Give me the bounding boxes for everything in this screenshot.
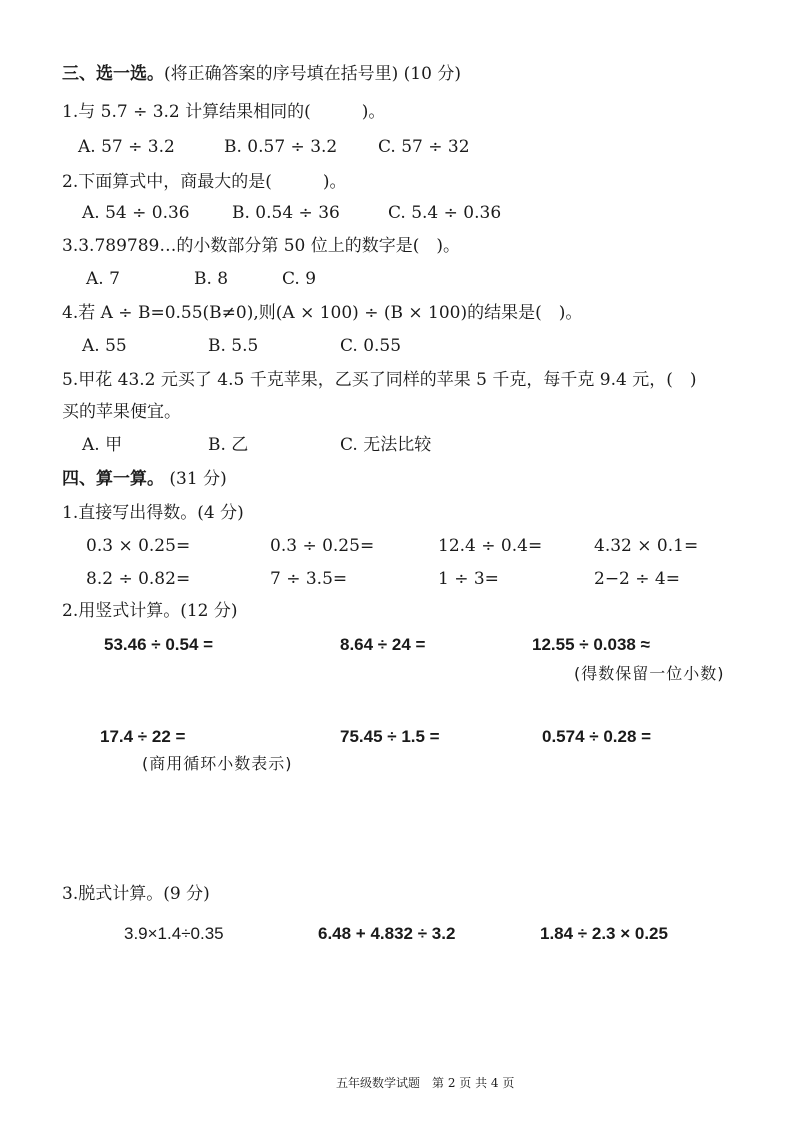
q5-stem-line1: 5.甲花 43.2 元买了 4.5 千克苹果，乙买了同样的苹果 5 千克，每千克 9.4 元，( ): [62, 370, 697, 390]
q3-option-c: C. 9: [282, 269, 317, 289]
p3-item: 1.84 ÷ 2.3 × 0.25: [540, 924, 668, 943]
p3-title: 3.脱式计算。(9 分): [62, 884, 210, 904]
q1-stem: 1.与 5.7 ÷ 3.2 计算结果相同的( )。: [62, 102, 386, 122]
page-footer: 五年级数学试题 第 2 页 共 4 页: [336, 1076, 515, 1090]
p1-item: 1 ÷ 3=: [438, 569, 499, 589]
p3-item: 3.9×1.4÷0.35: [124, 924, 224, 943]
p1-item: 0.3 ÷ 0.25=: [270, 536, 375, 556]
p2-item: 8.64 ÷ 24 =: [340, 635, 426, 654]
q2-stem: 2.下面算式中，商最大的是( )。: [62, 172, 347, 192]
q4-option-a: A. 55: [82, 336, 127, 356]
p2-item: 53.46 ÷ 0.54 =: [104, 635, 214, 654]
p2-item: 17.4 ÷ 22 =: [100, 727, 186, 746]
q2-option-a: A. 54 ÷ 0.36: [82, 203, 190, 223]
q3-stem: 3.3.789789…的小数部分第 50 位上的数字是( )。: [62, 236, 461, 256]
p2-item: 0.574 ÷ 0.28 =: [542, 727, 652, 746]
q5-option-a: A. 甲: [82, 435, 123, 455]
p1-item: 7 ÷ 3.5=: [270, 569, 348, 589]
p1-title: 1.直接写出得数。(4 分): [62, 503, 244, 523]
p2-item: 12.55 ÷ 0.038 ≈: [532, 635, 650, 654]
q3-option-a: A. 7: [86, 269, 120, 289]
section3-heading-note: (将正确答案的序号填在括号里) (10 分): [164, 64, 461, 84]
q5-option-b: B. 乙: [208, 435, 249, 455]
q2-option-c: C. 5.4 ÷ 0.36: [388, 203, 502, 223]
p1-item: 4.32 × 0.1=: [594, 536, 699, 556]
q4-option-b: B. 5.5: [208, 336, 259, 356]
q1-option-a: A. 57 ÷ 3.2: [78, 137, 175, 157]
q3-option-b: B. 8: [194, 269, 229, 289]
section4-heading: 四、算一算。: [62, 469, 164, 489]
p1-item: 2−2 ÷ 4=: [594, 569, 680, 589]
q4-option-c: C. 0.55: [340, 336, 402, 356]
q5-option-c: C. 无法比较: [340, 435, 432, 455]
q5-stem-line2: 买的苹果便宜。: [62, 402, 181, 422]
section3-heading-row: [62, 66, 461, 83]
p2-title: 2.用竖式计算。(12 分): [62, 601, 238, 621]
section3-heading: 三、选一选。: [62, 64, 164, 84]
section4-heading-note: (31 分): [169, 469, 227, 489]
q1-option-b: B. 0.57 ÷ 3.2: [224, 137, 338, 157]
section4-heading-row: [62, 471, 227, 488]
p3-item: 6.48 + 4.832 ÷ 3.2: [318, 924, 456, 943]
p1-item: 0.3 × 0.25=: [86, 536, 191, 556]
p1-item: 12.4 ÷ 0.4=: [438, 536, 543, 556]
p2-item: 75.45 ÷ 1.5 =: [340, 727, 440, 746]
p2-note1: (得数保留一位小数): [574, 664, 725, 683]
p1-item: 8.2 ÷ 0.82=: [86, 569, 191, 589]
q2-option-b: B. 0.54 ÷ 36: [232, 203, 340, 223]
q1-option-c: C. 57 ÷ 32: [378, 137, 470, 157]
q4-stem: 4.若 A ÷ B=0.55(B≠0),则(A × 100) ÷ (B × 100)的结果是( )。: [62, 303, 583, 323]
p2-note2: (商用循环小数表示): [142, 754, 293, 773]
